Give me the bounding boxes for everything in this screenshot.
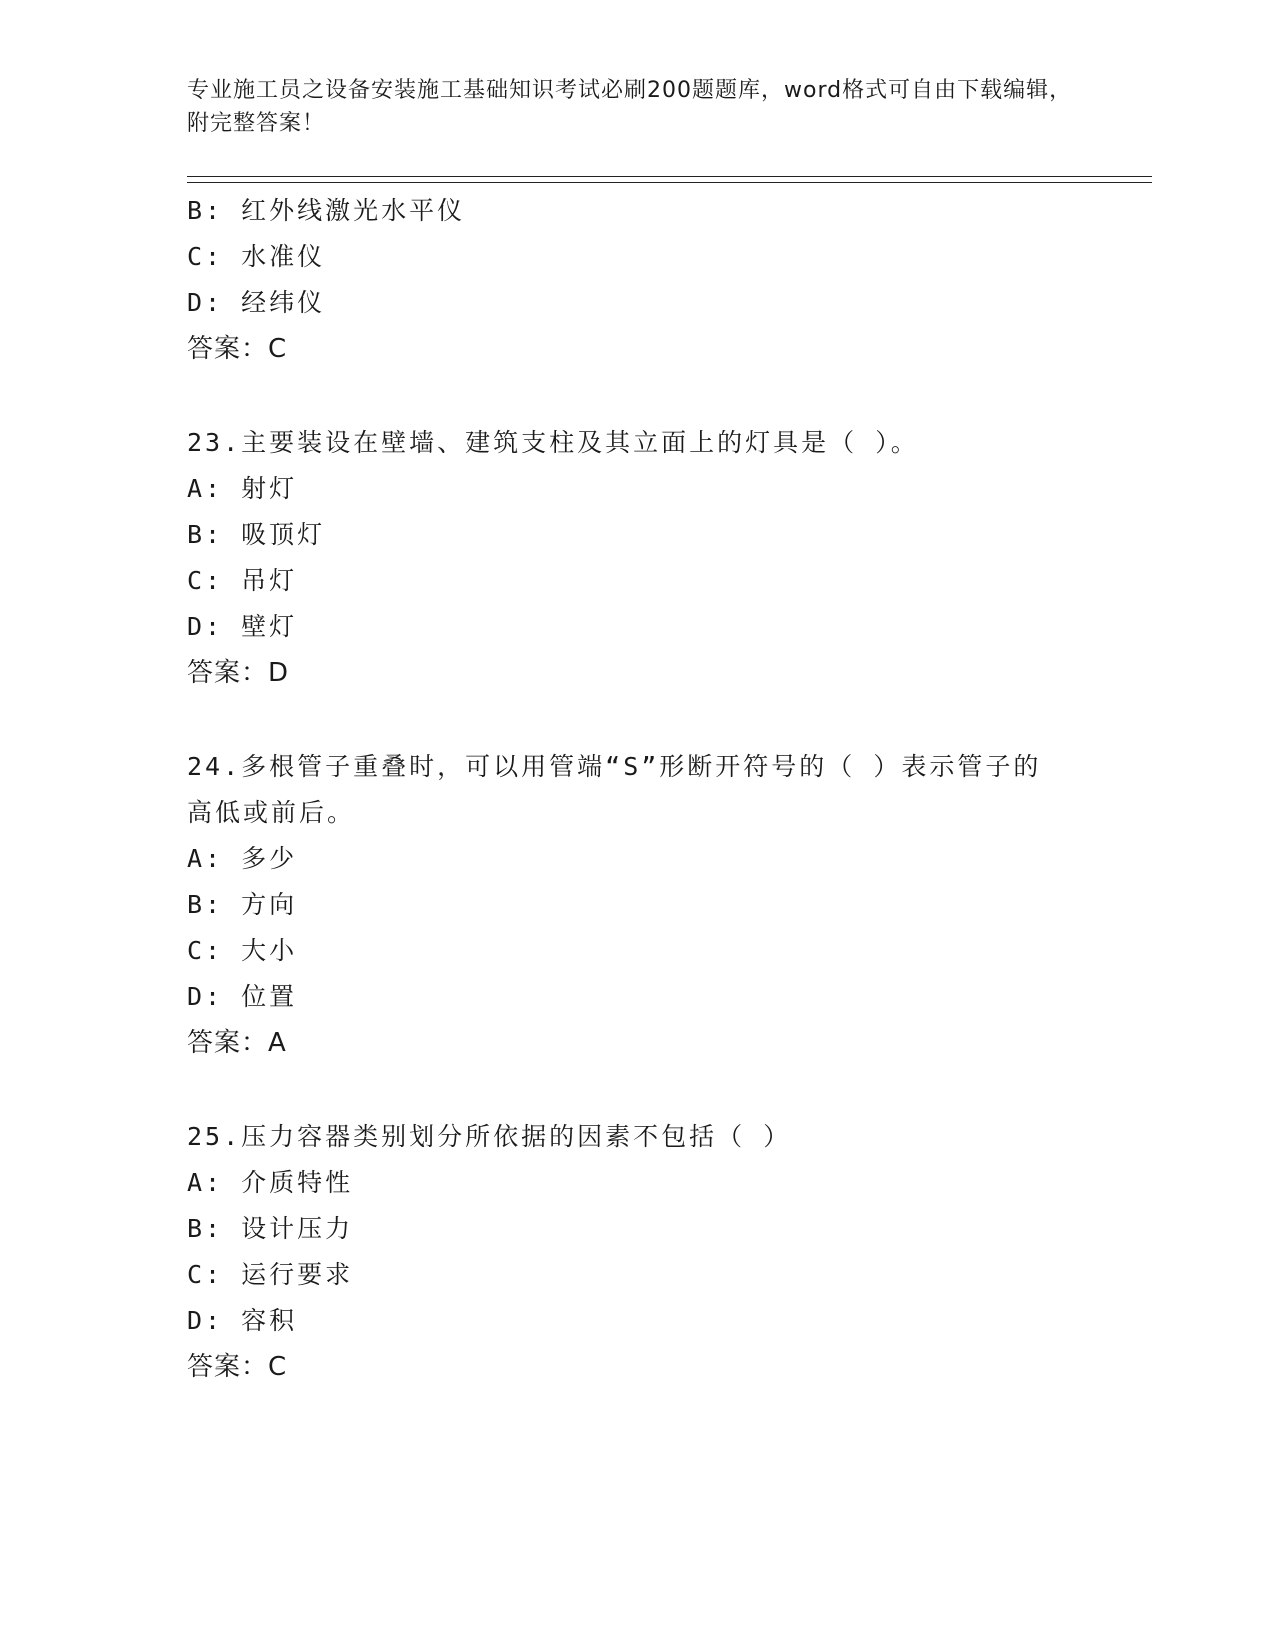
option-b: B: 设计压力: [187, 1214, 354, 1243]
option-a: A: 介质特性: [187, 1168, 354, 1197]
answer-line: 答案：C: [187, 1352, 288, 1382]
document-body: [187, 188, 1087, 1438]
question-25: [187, 1114, 1087, 1390]
question-stem: 25.压力容器类别划分所依据的因素不包括（ ）: [187, 1122, 792, 1151]
header-divider-bottom: [187, 182, 1152, 183]
question-22-partial: [187, 188, 1087, 372]
question-stem: 23.主要装设在壁墙、建筑支柱及其立面上的灯具是（ ）。: [187, 428, 919, 457]
option-b: B: 吸顶灯: [187, 520, 326, 549]
option-d: D: 容积: [187, 1306, 298, 1335]
question-23: [187, 420, 1087, 696]
option-a: A: 多少: [187, 844, 298, 873]
option-c: C: 运行要求: [187, 1260, 354, 1289]
answer-line: 答案：C: [187, 334, 288, 364]
option-b: B: 红外线激光水平仪: [187, 196, 466, 225]
header-divider-top: [187, 176, 1152, 177]
header-title: 专业施工员之设备安装施工基础知识考试必刷200题题库，word格式可自由下载编辑，附完整答案！: [187, 78, 1073, 136]
question-stem: 24.多根管子重叠时，可以用管端“S”形断开符号的（ ）表示管子的高低或前后。: [187, 752, 1042, 827]
option-c: C: 大小: [187, 936, 298, 965]
answer-line: 答案：A: [187, 1028, 287, 1058]
document-header: [187, 74, 1087, 140]
option-d: D: 经纬仪: [187, 288, 326, 317]
option-b: B: 方向: [187, 890, 298, 919]
option-a: A: 射灯: [187, 474, 298, 503]
answer-line: 答案：D: [187, 658, 290, 688]
option-d: D: 位置: [187, 982, 298, 1011]
question-24: [187, 744, 1087, 1066]
option-d: D: 壁灯: [187, 612, 298, 641]
option-c: C: 水准仪: [187, 242, 326, 271]
option-c: C: 吊灯: [187, 566, 298, 595]
